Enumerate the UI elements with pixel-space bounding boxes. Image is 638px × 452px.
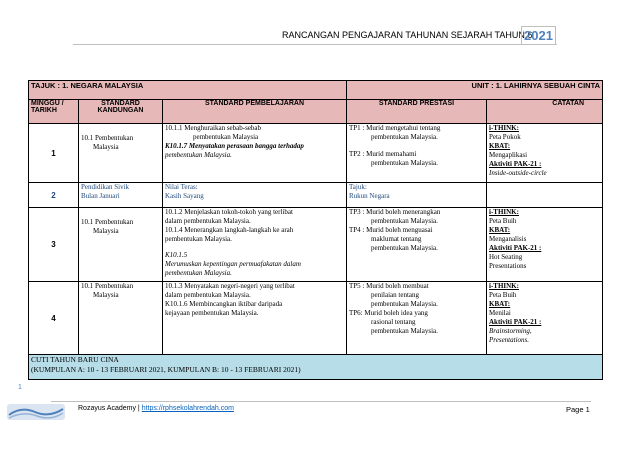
catatan-line: i-THINK: xyxy=(489,281,519,290)
sk-line: Malaysia xyxy=(93,290,119,299)
column-header-sp: STANDARD PEMBELAJARAN xyxy=(163,100,347,124)
lesson-plan-table xyxy=(28,80,603,380)
footer-org: Rozayus Academy | xyxy=(78,405,140,412)
holiday-title: CUTI TAHUN BARU CINA xyxy=(31,355,119,365)
spr-line: TP2 : Murid memahami xyxy=(349,150,417,158)
sk-line: 10.1 Pembentukan xyxy=(81,134,134,142)
spr-line: penilaian tentang xyxy=(371,290,420,299)
week-number: 1 xyxy=(29,124,79,183)
document-title: RANCANGAN PENGAJARAN TAHUNAN SEJARAH TAHUN 6 xyxy=(282,30,533,40)
sp-line: 10.1.1 Menghuraikan sebab-sebab xyxy=(165,124,262,132)
holiday-dates: (KUMPULAN A: 10 - 13 FEBRUARI 2021, KUMPULAN B: 10 - 13 FEBRUARI 2021) xyxy=(31,365,301,375)
catatan-line: KBAT: xyxy=(489,225,511,234)
unit-label: UNIT : 1. LAHIRNYA SEBUAH CINTA xyxy=(347,81,603,100)
sk-cell xyxy=(79,183,163,208)
spr-cell xyxy=(347,207,487,281)
sp-line: 10.1.3 Menyatakan negeri-negeri yang terlibat xyxy=(165,281,295,290)
column-header-minggu: MINGGU / TARIKH xyxy=(29,100,79,124)
catatan-line: Peta Buih xyxy=(489,290,517,299)
catatan-line: Menilai xyxy=(489,308,511,317)
spr-line: pembentukan Malaysia. xyxy=(371,299,438,308)
sp-line: Merumuskan kepentingan permuafakatan dalam xyxy=(165,259,301,268)
sk-line: 10.1 Pembentukan xyxy=(81,281,134,290)
table-row xyxy=(29,124,603,183)
spr-line: TP4 : Murid boleh menguasai xyxy=(349,225,433,234)
spr-cell xyxy=(347,183,487,208)
sp-cell xyxy=(163,281,347,355)
side-page-number: 1 xyxy=(18,384,22,391)
sp-cell xyxy=(163,124,347,183)
catatan-line: Peta Pokok xyxy=(489,133,521,141)
footer-credit xyxy=(78,405,234,412)
sk-line: Malaysia xyxy=(93,143,119,151)
footer-divider xyxy=(51,401,591,402)
table-row xyxy=(29,207,603,281)
footer-page-number: Page 1 xyxy=(566,405,590,414)
holiday-cell xyxy=(29,355,603,380)
sk-cell xyxy=(79,207,163,281)
spr-line: Tajuk: xyxy=(349,183,367,192)
sp-line: K10.1.5 xyxy=(165,250,188,259)
catatan-line: Aktiviti PAK-21 : xyxy=(489,243,542,252)
sk-cell xyxy=(79,124,163,183)
column-header-row xyxy=(29,100,603,124)
spr-line: pembentukan Malaysia. xyxy=(371,243,438,252)
sp-line: pembentukan Malaysia xyxy=(193,133,259,141)
sp-line: K10.1.7 Menyatakan perasaan bangga terhadap xyxy=(165,142,304,150)
spr-line: pembentukan Malaysia. xyxy=(371,326,438,335)
catatan-line: Mengaplikasi xyxy=(489,151,528,159)
sk-cell xyxy=(79,281,163,355)
sp-line: pembentukan Malaysia. xyxy=(165,234,232,243)
spr-line: Rukun Negara xyxy=(349,192,390,201)
column-header-spr: STANDARD PRESTASI xyxy=(347,100,487,124)
catatan-line: Inside-outside-circle xyxy=(489,169,547,177)
topic-label: TAJUK : 1. NEGARA MALAYSIA xyxy=(29,81,347,100)
sp-line: pembentukan Malaysia. xyxy=(165,268,232,277)
catatan-line: Brainstorming, xyxy=(489,326,532,335)
sk-line: Malaysia xyxy=(93,226,119,235)
week-number: 2 xyxy=(29,183,79,208)
catatan-line: KBAT: xyxy=(489,299,511,308)
catatan-line: i-THINK: xyxy=(489,124,519,132)
sp-line: 10.1.2 Menjelaskan tokoh-tokoh yang terlibat xyxy=(165,207,293,216)
table-row xyxy=(29,281,603,355)
sp-cell xyxy=(163,207,347,281)
header-divider xyxy=(73,44,557,45)
spr-line: maklumat tentang xyxy=(371,234,422,243)
sp-line: K10.1.6 Membincangkan iktibar daripada xyxy=(165,299,283,308)
catatan-line: Presentations. xyxy=(489,335,529,344)
catatan-cell xyxy=(487,124,603,183)
catatan-line: Aktiviti PAK-21 : xyxy=(489,160,542,168)
week-number: 3 xyxy=(29,207,79,281)
sp-line: dalam pembentukan Malaysia. xyxy=(165,290,251,299)
topic-bar xyxy=(29,81,603,100)
spr-line: pembentukan Malaysia. xyxy=(371,133,438,141)
sp-line: 10.1.4 Menerangkan langkah-langkah ke arah xyxy=(165,225,294,234)
catatan-line: Aktiviti PAK-21 : xyxy=(489,317,542,326)
publisher-logo-icon xyxy=(7,402,65,422)
sp-line: pembentukan Malaysia. xyxy=(165,151,232,159)
column-header-sk: STANDARD KANDUNGAN xyxy=(79,100,163,124)
catatan-cell xyxy=(487,183,603,208)
sk-line: Pendidikan Sivik xyxy=(81,183,130,192)
sk-line: Bulan Januari xyxy=(81,192,120,201)
sp-line: Kasih Sayang xyxy=(165,192,204,201)
spr-line: TP3 : Murid boleh menerangkan xyxy=(349,207,441,216)
holiday-row xyxy=(29,355,603,380)
sk-line: 10.1 Pembentukan xyxy=(81,217,134,226)
catatan-line: Menganalisis xyxy=(489,234,527,243)
spr-cell xyxy=(347,281,487,355)
catatan-cell xyxy=(487,281,603,355)
sp-cell xyxy=(163,183,347,208)
catatan-line: Presentations xyxy=(489,261,527,270)
catatan-line: i-THINK: xyxy=(489,207,519,216)
spr-cell xyxy=(347,124,487,183)
sp-line: kejayaan pembentukan Malaysia. xyxy=(165,308,259,317)
catatan-line: KBAT: xyxy=(489,142,511,150)
document-year: 2021 xyxy=(521,26,556,45)
footer-link[interactable]: https://rphsekolahrendah.com xyxy=(141,405,234,412)
table-row xyxy=(29,183,603,208)
spr-line: TP5 : Murid boleh membuat xyxy=(349,281,429,290)
spr-line: TP6: Murid boleh idea yang xyxy=(349,308,428,317)
catatan-cell xyxy=(487,207,603,281)
spr-line: TP1 : Murid mengetahui tentang xyxy=(349,124,441,132)
spr-line: pembentukan Malaysia. xyxy=(371,159,438,167)
spr-line: pembentukan Malaysia. xyxy=(371,216,438,225)
spr-line: rasional tentang xyxy=(371,317,416,326)
catatan-line: Hot Seating xyxy=(489,252,523,261)
week-number: 4 xyxy=(29,281,79,355)
sp-line: Nilai Teras: xyxy=(165,183,198,192)
column-header-catatan: CATATAN xyxy=(487,100,603,124)
sp-line: dalam pembentukan Malaysia. xyxy=(165,216,251,225)
catatan-line: Peta Buih xyxy=(489,216,517,225)
